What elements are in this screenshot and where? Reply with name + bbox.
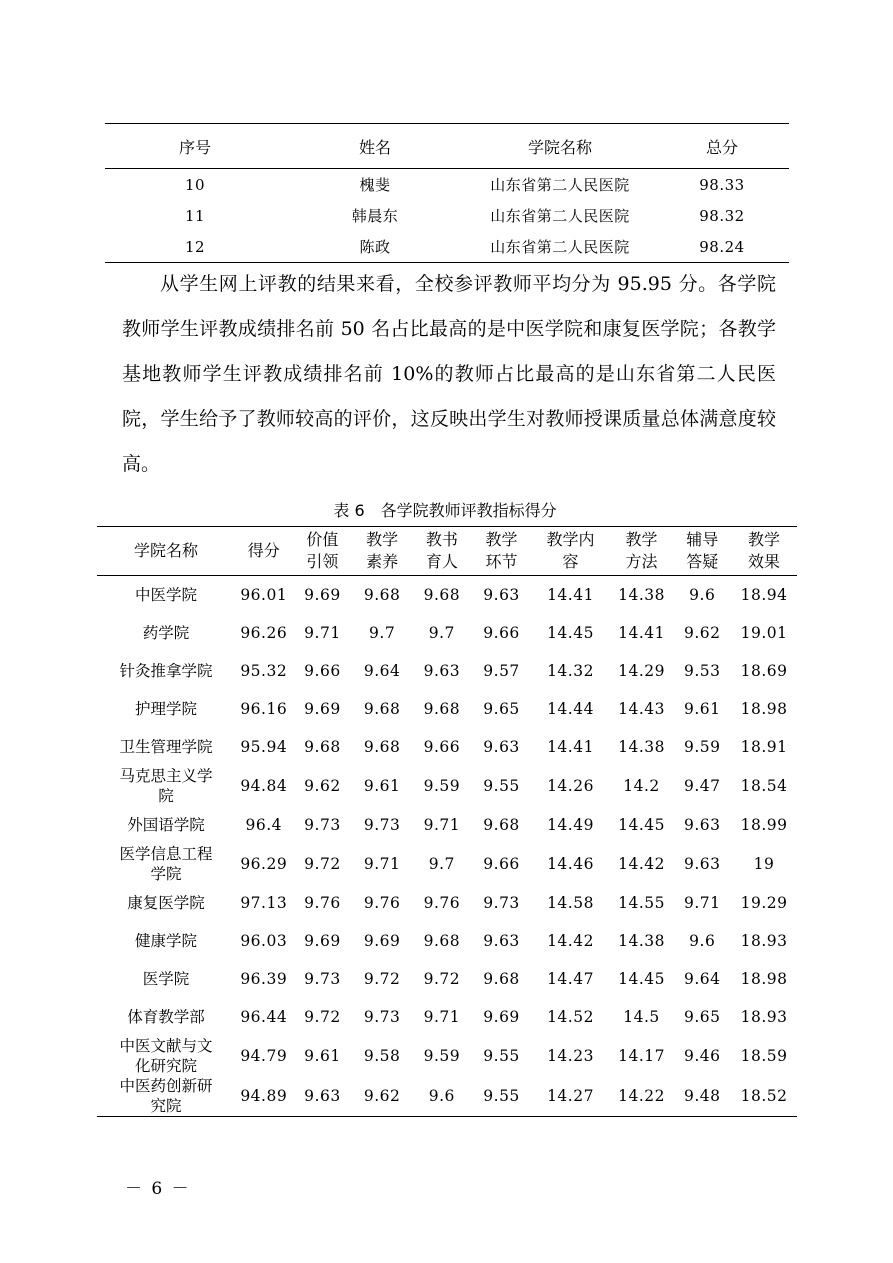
col-name: 姓名 <box>285 124 465 169</box>
cell-teaching-method: 14.45 <box>618 970 665 988</box>
cell-teaching-effect: 18.69 <box>740 662 788 680</box>
header-line: 教学 <box>366 530 399 549</box>
cell-educating: 9.71 <box>423 1008 461 1026</box>
cell-teaching-content: 14.49 <box>547 816 594 834</box>
cell-teaching-literacy: 9.73 <box>363 816 401 834</box>
cell-teaching-content: 14.46 <box>547 855 594 873</box>
cell-teaching-content: 14.42 <box>547 932 594 950</box>
header-line: 教学内 <box>546 530 595 549</box>
cell-teaching-effect: 18.98 <box>740 970 788 988</box>
cell-teaching-method: 14.41 <box>618 624 665 642</box>
cell-educating: 9.7 <box>428 624 455 642</box>
summary-paragraph: 从学生网上评教的结果来看，全校参评教师平均分为 95.95 分。各学院教师学生评教成绩排名前 50 名占比最高的是中医学院和康复医学院；各教学基地教师学生评教成绩排名前 10%的教师占比最高的是山东省第二人民医院，学生给予了教师较高的评价，这反映出学生对教师授课质量总体满意度较高。 <box>122 273 776 475</box>
cell-teaching-effect: 18.52 <box>740 1087 788 1105</box>
table-row <box>97 728 797 766</box>
cell-name: 陈政 <box>359 238 391 256</box>
college-name-line: 医学院 <box>142 970 190 988</box>
cell-teaching-effect: 18.98 <box>740 700 788 718</box>
cell-college: 山东省第二人民医院 <box>490 238 630 256</box>
header-line: 教书 <box>425 530 458 549</box>
cell-tutoring: 9.48 <box>684 1087 721 1105</box>
cell-college-name <box>97 922 235 960</box>
header-line: 辅导 <box>686 530 719 549</box>
cell-score: 94.84 <box>240 777 288 795</box>
cell-teaching-link: 9.55 <box>483 777 520 795</box>
cell-college-name <box>97 1036 235 1076</box>
college-name-line: 究院 <box>150 1097 182 1115</box>
col-total: 总分 <box>655 124 789 169</box>
cell-college-name <box>97 960 235 998</box>
cell-educating: 9.68 <box>423 586 461 604</box>
header-line: 育人 <box>425 552 458 571</box>
col-teaching-literacy <box>352 527 412 576</box>
cell-index: 10 <box>184 175 206 194</box>
cell-tutoring: 9.59 <box>684 738 721 756</box>
cell-college-name <box>97 998 235 1036</box>
header-line: 得分 <box>247 541 280 560</box>
header-line: 容 <box>562 552 579 571</box>
college-name-line: 化研究院 <box>134 1057 197 1075</box>
cell-total: 98.32 <box>699 206 745 225</box>
cell-value-guidance: 9.71 <box>304 624 341 642</box>
cell-tutoring: 9.6 <box>689 932 716 950</box>
header-line: 教学 <box>625 530 658 549</box>
cell-teaching-effect: 18.59 <box>740 1047 788 1065</box>
header-line: 引领 <box>306 552 339 571</box>
cell-tutoring: 9.61 <box>684 700 721 718</box>
cell-teaching-effect: 19.29 <box>740 894 788 912</box>
cell-teaching-effect: 18.93 <box>740 1008 788 1026</box>
cell-educating: 9.72 <box>423 970 461 988</box>
cell-score: 94.79 <box>240 1047 288 1065</box>
college-name-line: 中医药创新研 <box>119 1077 213 1095</box>
cell-tutoring: 9.63 <box>684 816 721 834</box>
cell-tutoring: 9.71 <box>684 894 721 912</box>
cell-educating: 9.71 <box>423 816 461 834</box>
cell-teaching-link: 9.66 <box>483 855 520 873</box>
cell-college-name <box>97 806 235 844</box>
cell-score: 96.16 <box>240 700 288 718</box>
cell-value-guidance: 9.72 <box>304 1008 341 1026</box>
cell-teaching-literacy: 9.58 <box>363 1047 401 1065</box>
cell-teaching-method: 14.45 <box>618 816 665 834</box>
cell-college-name <box>97 884 235 922</box>
header-line: 答疑 <box>686 552 719 571</box>
header-line: 效果 <box>748 552 781 571</box>
cell-teaching-method: 14.38 <box>618 586 665 604</box>
cell-teaching-link: 9.57 <box>483 662 520 680</box>
cell-teaching-effect: 19.01 <box>740 624 788 642</box>
ranking-table <box>105 123 789 263</box>
cell-score: 96.01 <box>240 586 288 604</box>
col-value-guidance <box>293 527 353 576</box>
col-teaching-method <box>610 527 674 576</box>
cell-value-guidance: 9.69 <box>304 932 341 950</box>
cell-total: 98.24 <box>699 237 745 256</box>
cell-teaching-literacy: 9.68 <box>363 700 401 718</box>
table-row <box>105 231 789 263</box>
college-name-line: 护理学院 <box>134 700 197 718</box>
cell-teaching-method: 14.22 <box>618 1087 665 1105</box>
cell-teaching-link: 9.65 <box>483 700 520 718</box>
header-line: 学院名称 <box>133 541 198 560</box>
cell-teaching-literacy: 9.7 <box>369 624 396 642</box>
col-educating <box>412 527 472 576</box>
cell-educating: 9.7 <box>428 855 455 873</box>
cell-name: 槐斐 <box>359 176 391 194</box>
cell-teaching-content: 14.23 <box>547 1047 594 1065</box>
cell-teaching-method: 14.55 <box>618 894 665 912</box>
header-line: 教学 <box>748 530 781 549</box>
cell-teaching-content: 14.47 <box>547 970 594 988</box>
cell-educating: 9.59 <box>423 777 461 795</box>
cell-score: 96.44 <box>240 1008 288 1026</box>
cell-teaching-content: 14.27 <box>547 1087 594 1105</box>
col-score <box>235 527 293 576</box>
cell-educating: 9.68 <box>423 932 461 950</box>
col-college-name <box>97 527 235 576</box>
cell-educating: 9.63 <box>423 662 461 680</box>
cell-teaching-literacy: 9.64 <box>363 662 401 680</box>
college-name-line: 康复医学院 <box>127 894 205 912</box>
cell-index: 12 <box>184 237 206 256</box>
cell-score: 97.13 <box>240 894 288 912</box>
cell-college-name <box>97 652 235 690</box>
cell-teaching-link: 9.63 <box>483 586 520 604</box>
cell-teaching-method: 14.29 <box>618 662 665 680</box>
table-row <box>97 922 797 960</box>
cell-teaching-link: 9.63 <box>483 932 520 950</box>
table-row <box>97 614 797 652</box>
cell-teaching-link: 9.68 <box>483 970 520 988</box>
cell-value-guidance: 9.73 <box>304 970 341 988</box>
college-name-line: 院 <box>158 787 174 805</box>
cell-teaching-effect: 18.91 <box>740 738 788 756</box>
cell-educating: 9.59 <box>423 1047 461 1065</box>
cell-educating: 9.66 <box>423 738 461 756</box>
cell-teaching-literacy: 9.61 <box>363 777 401 795</box>
cell-college-name <box>97 614 235 652</box>
cell-tutoring: 9.47 <box>684 777 721 795</box>
cell-teaching-literacy: 9.68 <box>363 586 401 604</box>
cell-teaching-method: 14.38 <box>618 932 665 950</box>
cell-tutoring: 9.46 <box>684 1047 721 1065</box>
cell-value-guidance: 9.69 <box>304 586 341 604</box>
cell-college-name <box>97 766 235 806</box>
cell-teaching-link: 9.69 <box>483 1008 520 1026</box>
college-name-line: 卫生管理学院 <box>119 738 213 756</box>
cell-teaching-link: 9.55 <box>483 1087 520 1105</box>
cell-teaching-content: 14.52 <box>547 1008 594 1026</box>
college-name-line: 健康学院 <box>134 932 197 950</box>
cell-value-guidance: 9.66 <box>304 662 341 680</box>
cell-score: 96.03 <box>240 932 288 950</box>
table-row <box>97 690 797 728</box>
cell-teaching-method: 14.42 <box>618 855 665 873</box>
cell-educating: 9.68 <box>423 700 461 718</box>
cell-teaching-literacy: 9.72 <box>363 970 401 988</box>
cell-teaching-content: 14.58 <box>547 894 594 912</box>
cell-teaching-method: 14.17 <box>618 1047 665 1065</box>
cell-tutoring: 9.6 <box>689 586 716 604</box>
page-number: － 6 － <box>125 1179 191 1199</box>
cell-teaching-method: 14.2 <box>623 777 660 795</box>
cell-value-guidance: 9.76 <box>304 894 341 912</box>
cell-teaching-content: 14.32 <box>547 662 594 680</box>
college-name-line: 药学院 <box>142 624 190 642</box>
cell-tutoring: 9.64 <box>684 970 721 988</box>
header-line: 教学 <box>485 530 518 549</box>
table-row <box>97 844 797 884</box>
cell-college-name <box>97 728 235 766</box>
college-name-line: 马克思主义学 <box>119 767 213 785</box>
cell-teaching-literacy: 9.69 <box>363 932 401 950</box>
col-index: 序号 <box>105 124 285 169</box>
cell-index: 11 <box>184 206 206 225</box>
cell-tutoring: 9.53 <box>684 662 721 680</box>
cell-teaching-literacy: 9.68 <box>363 738 401 756</box>
col-teaching-link <box>472 527 532 576</box>
college-scores-header <box>97 527 797 576</box>
header-line: 方法 <box>625 552 658 571</box>
ranking-table-header <box>105 124 789 169</box>
cell-teaching-content: 14.45 <box>547 624 594 642</box>
header-line: 素养 <box>366 552 399 571</box>
cell-educating: 9.76 <box>423 894 461 912</box>
cell-educating: 9.6 <box>428 1087 455 1105</box>
cell-score: 96.26 <box>240 624 288 642</box>
cell-college: 山东省第二人民医院 <box>490 176 630 194</box>
cell-teaching-method: 14.5 <box>623 1008 660 1026</box>
cell-value-guidance: 9.73 <box>304 816 341 834</box>
cell-score: 96.29 <box>240 855 288 873</box>
cell-teaching-link: 9.68 <box>483 816 520 834</box>
cell-score: 95.32 <box>240 662 288 680</box>
cell-teaching-literacy: 9.73 <box>363 1008 401 1026</box>
cell-teaching-method: 14.43 <box>618 700 665 718</box>
cell-college: 山东省第二人民医院 <box>490 207 630 225</box>
col-tutoring <box>673 527 731 576</box>
cell-value-guidance: 9.69 <box>304 700 341 718</box>
cell-teaching-content: 14.41 <box>547 738 594 756</box>
table-caption: 表 6 各学院教师评教指标得分 <box>333 501 557 520</box>
cell-score: 94.89 <box>240 1087 288 1105</box>
col-college: 学院名称 <box>465 124 655 169</box>
col-teaching-content <box>531 527 609 576</box>
cell-teaching-content: 14.44 <box>547 700 594 718</box>
header-line: 价值 <box>306 530 339 549</box>
table-row <box>97 1076 797 1117</box>
cell-teaching-link: 9.55 <box>483 1047 520 1065</box>
cell-score: 95.94 <box>240 738 288 756</box>
college-name-line: 体育教学部 <box>127 1008 205 1026</box>
cell-teaching-effect: 19 <box>753 855 775 873</box>
cell-college-name <box>97 844 235 884</box>
header-line: 环节 <box>485 552 518 571</box>
cell-teaching-literacy: 9.71 <box>363 855 401 873</box>
cell-score: 96.39 <box>240 970 288 988</box>
cell-college-name <box>97 1076 235 1117</box>
cell-teaching-effect: 18.99 <box>740 816 788 834</box>
cell-teaching-literacy: 9.76 <box>363 894 401 912</box>
cell-name: 韩晨东 <box>351 207 399 225</box>
cell-teaching-literacy: 9.62 <box>363 1087 401 1105</box>
college-name-line: 医学信息工程 <box>119 845 213 863</box>
cell-college-name <box>97 690 235 728</box>
cell-value-guidance: 9.63 <box>304 1087 341 1105</box>
cell-teaching-content: 14.41 <box>547 586 594 604</box>
cell-value-guidance: 9.62 <box>304 777 341 795</box>
cell-college-name <box>97 576 235 615</box>
table-row <box>97 884 797 922</box>
table-row <box>97 806 797 844</box>
cell-tutoring: 9.62 <box>684 624 721 642</box>
cell-value-guidance: 9.72 <box>304 855 341 873</box>
table-row <box>97 652 797 690</box>
cell-teaching-effect: 18.54 <box>740 777 788 795</box>
college-name-line: 中医文献与文 <box>119 1037 213 1055</box>
college-name-line: 学院 <box>150 865 182 883</box>
cell-total: 98.33 <box>699 175 745 194</box>
cell-score: 96.4 <box>245 816 283 834</box>
college-name-line: 外国语学院 <box>127 816 205 834</box>
table-row <box>97 766 797 806</box>
table-row <box>97 998 797 1036</box>
cell-teaching-method: 14.38 <box>618 738 665 756</box>
cell-teaching-link: 9.63 <box>483 738 520 756</box>
table-row <box>105 169 789 201</box>
cell-teaching-link: 9.66 <box>483 624 520 642</box>
cell-tutoring: 9.65 <box>684 1008 721 1026</box>
table-row <box>97 1036 797 1076</box>
college-scores-table <box>97 526 797 1117</box>
cell-teaching-link: 9.73 <box>483 894 520 912</box>
table-row <box>97 960 797 998</box>
cell-tutoring: 9.63 <box>684 855 721 873</box>
cell-teaching-effect: 18.94 <box>740 586 788 604</box>
college-name-line: 中医学院 <box>134 586 197 604</box>
cell-teaching-content: 14.26 <box>547 777 594 795</box>
cell-teaching-effect: 18.93 <box>740 932 788 950</box>
col-teaching-effect <box>731 527 797 576</box>
cell-value-guidance: 9.68 <box>304 738 341 756</box>
cell-value-guidance: 9.61 <box>304 1047 341 1065</box>
table-row <box>97 576 797 615</box>
college-name-line: 针灸推拿学院 <box>119 662 213 680</box>
table-row <box>105 200 789 231</box>
